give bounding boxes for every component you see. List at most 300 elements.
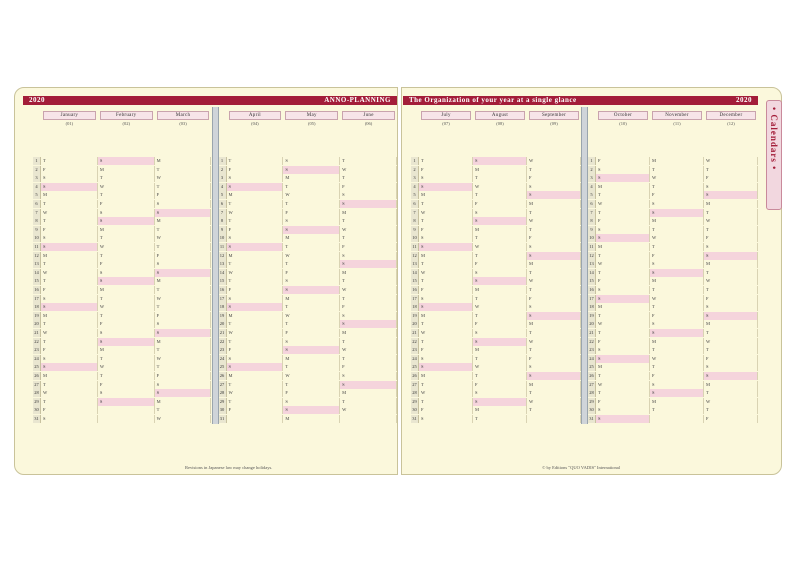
day-cell[interactable]: M — [41, 312, 98, 320]
day-cell[interactable]: S — [596, 295, 650, 303]
day-cell[interactable]: S — [227, 243, 284, 251]
day-cell[interactable]: M — [227, 191, 284, 199]
day-cell[interactable]: W — [473, 243, 527, 251]
day-cell[interactable]: S — [473, 277, 527, 285]
day-cell[interactable]: F — [596, 217, 650, 225]
day-cell[interactable]: M — [527, 200, 581, 208]
day-cell[interactable]: F — [704, 295, 758, 303]
day-cell[interactable]: M — [419, 312, 473, 320]
day-cell[interactable]: S — [340, 372, 397, 380]
day-cell[interactable]: M — [650, 217, 704, 225]
day-cell[interactable]: M — [41, 191, 98, 199]
day-cell[interactable]: S — [155, 381, 212, 389]
day-cell[interactable]: M — [527, 381, 581, 389]
day-cell[interactable]: S — [98, 157, 155, 165]
day-cell[interactable]: S — [473, 338, 527, 346]
day-cell[interactable]: M — [650, 277, 704, 285]
day-cell[interactable]: T — [473, 295, 527, 303]
day-cell[interactable]: T — [283, 381, 340, 389]
day-cell[interactable]: T — [98, 174, 155, 182]
day-cell[interactable]: T — [596, 329, 650, 337]
day-cell[interactable]: F — [650, 191, 704, 199]
day-cell[interactable]: F — [473, 260, 527, 268]
day-cell[interactable]: S — [527, 243, 581, 251]
day-cell[interactable]: T — [41, 338, 98, 346]
day-cell[interactable]: S — [527, 183, 581, 191]
day-cell[interactable]: M — [704, 200, 758, 208]
day-cell[interactable]: T — [227, 320, 284, 328]
day-cell[interactable]: W — [283, 372, 340, 380]
day-cell[interactable]: F — [98, 260, 155, 268]
day-cell[interactable]: F — [527, 174, 581, 182]
day-cell[interactable]: S — [473, 329, 527, 337]
day-cell[interactable]: S — [41, 243, 98, 251]
day-cell[interactable]: S — [650, 269, 704, 277]
day-cell[interactable]: M — [419, 252, 473, 260]
day-cell[interactable]: T — [340, 174, 397, 182]
day-cell[interactable]: W — [155, 174, 212, 182]
day-cell[interactable]: W — [41, 389, 98, 397]
day-cell[interactable]: S — [527, 372, 581, 380]
day-cell[interactable]: T — [340, 277, 397, 285]
day-cell[interactable]: T — [704, 226, 758, 234]
day-cell[interactable]: T — [473, 252, 527, 260]
day-cell[interactable]: F — [596, 277, 650, 285]
day-cell[interactable]: T — [98, 355, 155, 363]
day-cell[interactable]: T — [98, 295, 155, 303]
day-cell[interactable]: S — [340, 200, 397, 208]
day-cell[interactable]: S — [473, 398, 527, 406]
day-cell[interactable]: F — [340, 243, 397, 251]
day-cell[interactable]: F — [473, 200, 527, 208]
day-cell[interactable]: T — [155, 346, 212, 354]
day-cell[interactable]: T — [650, 363, 704, 371]
day-cell[interactable]: F — [527, 295, 581, 303]
day-cell[interactable]: S — [155, 389, 212, 397]
day-cell[interactable]: M — [704, 260, 758, 268]
day-cell[interactable]: M — [98, 346, 155, 354]
day-cell[interactable]: S — [41, 234, 98, 242]
day-cell[interactable]: S — [650, 329, 704, 337]
day-cell[interactable]: S — [704, 303, 758, 311]
day-cell[interactable]: W — [41, 209, 98, 217]
day-cell[interactable]: T — [155, 363, 212, 371]
day-cell[interactable]: T — [704, 209, 758, 217]
day-cell[interactable]: W — [527, 338, 581, 346]
day-cell[interactable]: T — [473, 372, 527, 380]
day-cell[interactable]: S — [704, 252, 758, 260]
day-cell[interactable]: F — [227, 166, 284, 174]
day-cell[interactable]: T — [473, 312, 527, 320]
day-cell[interactable]: T — [283, 183, 340, 191]
day-cell[interactable]: T — [527, 346, 581, 354]
day-cell[interactable]: W — [650, 234, 704, 242]
day-cell[interactable]: T — [650, 286, 704, 294]
day-cell[interactable]: T — [527, 209, 581, 217]
day-cell[interactable]: T — [98, 234, 155, 242]
day-cell[interactable] — [340, 415, 397, 423]
day-cell[interactable]: T — [98, 191, 155, 199]
day-cell[interactable]: S — [650, 389, 704, 397]
day-cell[interactable]: T — [473, 415, 527, 423]
day-cell[interactable]: M — [473, 406, 527, 414]
day-cell[interactable] — [98, 406, 155, 414]
day-cell[interactable]: F — [419, 226, 473, 234]
day-cell[interactable]: M — [155, 157, 212, 165]
day-cell[interactable]: M — [596, 183, 650, 191]
day-cell[interactable]: W — [704, 277, 758, 285]
day-cell[interactable]: M — [155, 217, 212, 225]
day-cell[interactable]: S — [596, 226, 650, 234]
day-cell[interactable]: T — [227, 381, 284, 389]
day-cell[interactable]: W — [98, 303, 155, 311]
day-cell[interactable]: W — [527, 157, 581, 165]
day-cell[interactable]: F — [340, 183, 397, 191]
day-cell[interactable]: F — [227, 346, 284, 354]
day-cell[interactable]: W — [283, 191, 340, 199]
day-cell[interactable]: M — [227, 372, 284, 380]
day-cell[interactable]: M — [473, 286, 527, 294]
day-cell[interactable]: M — [704, 320, 758, 328]
day-cell[interactable]: T — [155, 286, 212, 294]
day-cell[interactable]: S — [98, 217, 155, 225]
day-cell[interactable]: T — [419, 157, 473, 165]
day-cell[interactable]: T — [527, 329, 581, 337]
day-cell[interactable]: S — [340, 381, 397, 389]
day-cell[interactable]: S — [650, 381, 704, 389]
day-cell[interactable]: S — [227, 183, 284, 191]
day-cell[interactable]: F — [283, 389, 340, 397]
day-cell[interactable]: S — [283, 338, 340, 346]
day-cell[interactable]: S — [340, 320, 397, 328]
day-cell[interactable]: S — [650, 320, 704, 328]
day-cell[interactable]: F — [419, 406, 473, 414]
day-cell[interactable]: W — [419, 329, 473, 337]
day-cell[interactable]: F — [419, 286, 473, 294]
day-cell[interactable]: W — [473, 183, 527, 191]
day-cell[interactable]: T — [419, 381, 473, 389]
day-cell[interactable]: T — [704, 286, 758, 294]
day-cell[interactable]: M — [596, 303, 650, 311]
day-cell[interactable]: T — [41, 217, 98, 225]
day-cell[interactable]: F — [98, 320, 155, 328]
day-cell[interactable]: T — [155, 406, 212, 414]
day-cell[interactable]: S — [596, 355, 650, 363]
day-cell[interactable]: S — [419, 415, 473, 423]
day-cell[interactable]: F — [41, 226, 98, 234]
day-cell[interactable]: T — [419, 200, 473, 208]
day-cell[interactable]: F — [41, 166, 98, 174]
day-cell[interactable]: F — [704, 174, 758, 182]
day-cell[interactable]: S — [41, 174, 98, 182]
day-cell[interactable]: T — [704, 166, 758, 174]
day-cell[interactable]: F — [527, 234, 581, 242]
day-cell[interactable]: M — [596, 243, 650, 251]
day-cell[interactable]: W — [596, 381, 650, 389]
day-cell[interactable]: M — [98, 226, 155, 234]
day-cell[interactable]: S — [98, 277, 155, 285]
day-cell[interactable]: S — [98, 269, 155, 277]
day-cell[interactable]: T — [41, 260, 98, 268]
day-cell[interactable]: T — [704, 346, 758, 354]
day-cell[interactable]: S — [596, 346, 650, 354]
day-cell[interactable]: F — [41, 286, 98, 294]
day-cell[interactable]: S — [283, 286, 340, 294]
day-cell[interactable]: T — [340, 234, 397, 242]
day-cell[interactable]: W — [650, 295, 704, 303]
day-cell[interactable]: S — [704, 372, 758, 380]
day-cell[interactable]: S — [227, 363, 284, 371]
day-cell[interactable]: W — [98, 363, 155, 371]
day-cell[interactable]: M — [283, 355, 340, 363]
day-cell[interactable]: S — [98, 209, 155, 217]
day-cell[interactable]: T — [704, 389, 758, 397]
day-cell[interactable]: T — [527, 286, 581, 294]
day-cell[interactable]: S — [283, 277, 340, 285]
day-cell[interactable]: F — [155, 191, 212, 199]
day-cell[interactable]: F — [650, 312, 704, 320]
day-cell[interactable]: M — [340, 269, 397, 277]
day-cell[interactable]: T — [98, 312, 155, 320]
day-cell[interactable]: T — [473, 191, 527, 199]
day-cell[interactable]: T — [650, 226, 704, 234]
day-cell[interactable]: F — [41, 346, 98, 354]
day-cell[interactable]: M — [155, 398, 212, 406]
day-cell[interactable]: M — [227, 252, 284, 260]
day-cell[interactable]: S — [283, 346, 340, 354]
day-cell[interactable]: F — [473, 320, 527, 328]
day-cell[interactable]: M — [650, 157, 704, 165]
day-cell[interactable]: T — [419, 398, 473, 406]
day-cell[interactable]: F — [419, 166, 473, 174]
day-cell[interactable]: T — [650, 406, 704, 414]
day-cell[interactable]: S — [155, 320, 212, 328]
day-cell[interactable]: S — [596, 406, 650, 414]
day-cell[interactable]: T — [340, 217, 397, 225]
day-cell[interactable]: F — [419, 346, 473, 354]
day-cell[interactable]: S — [227, 355, 284, 363]
day-cell[interactable]: F — [283, 209, 340, 217]
day-cell[interactable]: W — [155, 295, 212, 303]
day-cell[interactable]: S — [650, 200, 704, 208]
day-cell[interactable]: M — [650, 338, 704, 346]
day-cell[interactable]: M — [155, 338, 212, 346]
day-cell[interactable]: M — [98, 286, 155, 294]
day-cell[interactable]: M — [227, 312, 284, 320]
day-cell[interactable]: T — [227, 398, 284, 406]
day-cell[interactable]: F — [596, 398, 650, 406]
day-cell[interactable]: F — [41, 406, 98, 414]
day-cell[interactable]: S — [283, 157, 340, 165]
day-cell[interactable]: T — [419, 277, 473, 285]
day-cell[interactable]: S — [419, 295, 473, 303]
day-cell[interactable]: S — [419, 234, 473, 242]
day-cell[interactable]: S — [227, 174, 284, 182]
day-cell[interactable]: S — [419, 363, 473, 371]
day-cell[interactable]: F — [155, 252, 212, 260]
day-cell[interactable]: S — [419, 174, 473, 182]
day-cell[interactable]: S — [704, 243, 758, 251]
day-cell[interactable]: W — [283, 252, 340, 260]
day-cell[interactable]: S — [527, 363, 581, 371]
day-cell[interactable]: M — [283, 174, 340, 182]
day-cell[interactable]: S — [473, 217, 527, 225]
day-cell[interactable]: W — [704, 217, 758, 225]
day-cell[interactable]: T — [596, 312, 650, 320]
day-cell[interactable]: T — [227, 338, 284, 346]
day-cell[interactable]: S — [41, 183, 98, 191]
day-cell[interactable]: F — [98, 381, 155, 389]
day-cell[interactable]: T — [596, 372, 650, 380]
day-cell[interactable]: W — [650, 355, 704, 363]
day-cell[interactable]: W — [283, 312, 340, 320]
day-cell[interactable]: M — [596, 363, 650, 371]
day-cell[interactable]: F — [340, 363, 397, 371]
day-cell[interactable]: F — [155, 372, 212, 380]
day-cell[interactable]: S — [340, 191, 397, 199]
day-cell[interactable]: W — [340, 346, 397, 354]
day-cell[interactable]: W — [155, 355, 212, 363]
day-cell[interactable]: T — [596, 191, 650, 199]
day-cell[interactable]: M — [527, 320, 581, 328]
day-cell[interactable]: F — [704, 415, 758, 423]
day-cell[interactable] — [227, 415, 284, 423]
day-cell[interactable]: S — [155, 260, 212, 268]
day-cell[interactable]: S — [227, 234, 284, 242]
day-cell[interactable]: T — [704, 329, 758, 337]
day-cell[interactable]: M — [473, 226, 527, 234]
day-cell[interactable]: T — [596, 389, 650, 397]
day-cell[interactable]: S — [340, 252, 397, 260]
day-cell[interactable]: T — [650, 303, 704, 311]
day-cell[interactable]: F — [227, 286, 284, 294]
day-cell[interactable]: T — [596, 209, 650, 217]
day-cell[interactable]: W — [419, 389, 473, 397]
day-cell[interactable]: W — [473, 303, 527, 311]
day-cell[interactable]: M — [283, 295, 340, 303]
day-cell[interactable]: T — [227, 260, 284, 268]
day-cell[interactable]: T — [473, 355, 527, 363]
day-cell[interactable]: T — [340, 338, 397, 346]
day-cell[interactable]: S — [283, 406, 340, 414]
day-cell[interactable] — [527, 415, 581, 423]
day-cell[interactable]: T — [41, 320, 98, 328]
day-cell[interactable]: S — [41, 295, 98, 303]
day-cell[interactable]: F — [283, 329, 340, 337]
day-cell[interactable]: F — [596, 157, 650, 165]
day-cell[interactable]: W — [98, 243, 155, 251]
day-cell[interactable]: S — [283, 226, 340, 234]
day-cell[interactable]: S — [419, 303, 473, 311]
day-cell[interactable]: M — [283, 415, 340, 423]
day-cell[interactable]: T — [419, 320, 473, 328]
day-cell[interactable]: S — [227, 295, 284, 303]
day-cell[interactable]: S — [419, 183, 473, 191]
day-cell[interactable]: W — [227, 329, 284, 337]
day-cell[interactable]: S — [155, 269, 212, 277]
day-cell[interactable]: S — [704, 191, 758, 199]
day-cell[interactable]: F — [650, 252, 704, 260]
day-cell[interactable]: M — [340, 209, 397, 217]
day-cell[interactable] — [650, 415, 704, 423]
day-cell[interactable]: W — [596, 320, 650, 328]
day-cell[interactable]: W — [227, 269, 284, 277]
day-cell[interactable]: S — [419, 243, 473, 251]
day-cell[interactable]: W — [527, 277, 581, 285]
day-cell[interactable]: M — [98, 166, 155, 174]
day-cell[interactable]: S — [155, 329, 212, 337]
day-cell[interactable]: M — [155, 277, 212, 285]
day-cell[interactable]: F — [650, 372, 704, 380]
day-cell[interactable]: F — [98, 200, 155, 208]
day-cell[interactable]: T — [527, 166, 581, 174]
day-cell[interactable]: S — [704, 312, 758, 320]
day-cell[interactable]: T — [473, 174, 527, 182]
day-cell[interactable]: T — [227, 277, 284, 285]
day-cell[interactable]: T — [340, 157, 397, 165]
day-cell[interactable]: S — [155, 209, 212, 217]
day-cell[interactable]: S — [41, 415, 98, 423]
day-cell[interactable]: F — [704, 355, 758, 363]
day-cell[interactable]: S — [473, 389, 527, 397]
day-cell[interactable]: T — [227, 200, 284, 208]
day-cell[interactable]: S — [704, 183, 758, 191]
day-cell[interactable]: F — [227, 406, 284, 414]
day-cell[interactable]: W — [596, 260, 650, 268]
day-cell[interactable]: S — [419, 355, 473, 363]
day-cell[interactable]: T — [596, 269, 650, 277]
day-cell[interactable]: T — [650, 183, 704, 191]
day-cell[interactable]: T — [527, 269, 581, 277]
day-cell[interactable]: W — [527, 217, 581, 225]
day-cell[interactable]: M — [41, 372, 98, 380]
day-cell[interactable]: T — [473, 234, 527, 242]
day-cell[interactable]: M — [527, 260, 581, 268]
day-cell[interactable]: S — [41, 363, 98, 371]
day-cell[interactable]: S — [650, 260, 704, 268]
day-cell[interactable]: M — [650, 398, 704, 406]
day-cell[interactable]: T — [419, 338, 473, 346]
day-cell[interactable]: F — [155, 312, 212, 320]
day-cell[interactable]: T — [527, 406, 581, 414]
day-cell[interactable]: S — [704, 363, 758, 371]
day-cell[interactable]: S — [283, 166, 340, 174]
day-cell[interactable]: M — [340, 389, 397, 397]
day-cell[interactable]: T — [283, 260, 340, 268]
day-cell[interactable]: W — [340, 226, 397, 234]
day-cell[interactable]: F — [283, 269, 340, 277]
day-cell[interactable] — [98, 415, 155, 423]
day-cell[interactable]: T — [98, 252, 155, 260]
day-cell[interactable]: S — [527, 252, 581, 260]
day-cell[interactable]: S — [527, 312, 581, 320]
day-cell[interactable]: T — [419, 217, 473, 225]
day-cell[interactable]: T — [41, 157, 98, 165]
day-cell[interactable]: T — [227, 217, 284, 225]
day-cell[interactable]: T — [155, 303, 212, 311]
day-cell[interactable]: S — [340, 260, 397, 268]
day-cell[interactable]: T — [340, 355, 397, 363]
day-cell[interactable]: M — [340, 329, 397, 337]
day-cell[interactable]: T — [650, 243, 704, 251]
day-cell[interactable]: F — [527, 355, 581, 363]
day-cell[interactable]: W — [155, 234, 212, 242]
day-cell[interactable]: S — [227, 303, 284, 311]
day-cell[interactable]: S — [98, 338, 155, 346]
day-cell[interactable]: T — [155, 226, 212, 234]
day-cell[interactable]: W — [704, 338, 758, 346]
calendars-tab[interactable] — [766, 100, 782, 210]
